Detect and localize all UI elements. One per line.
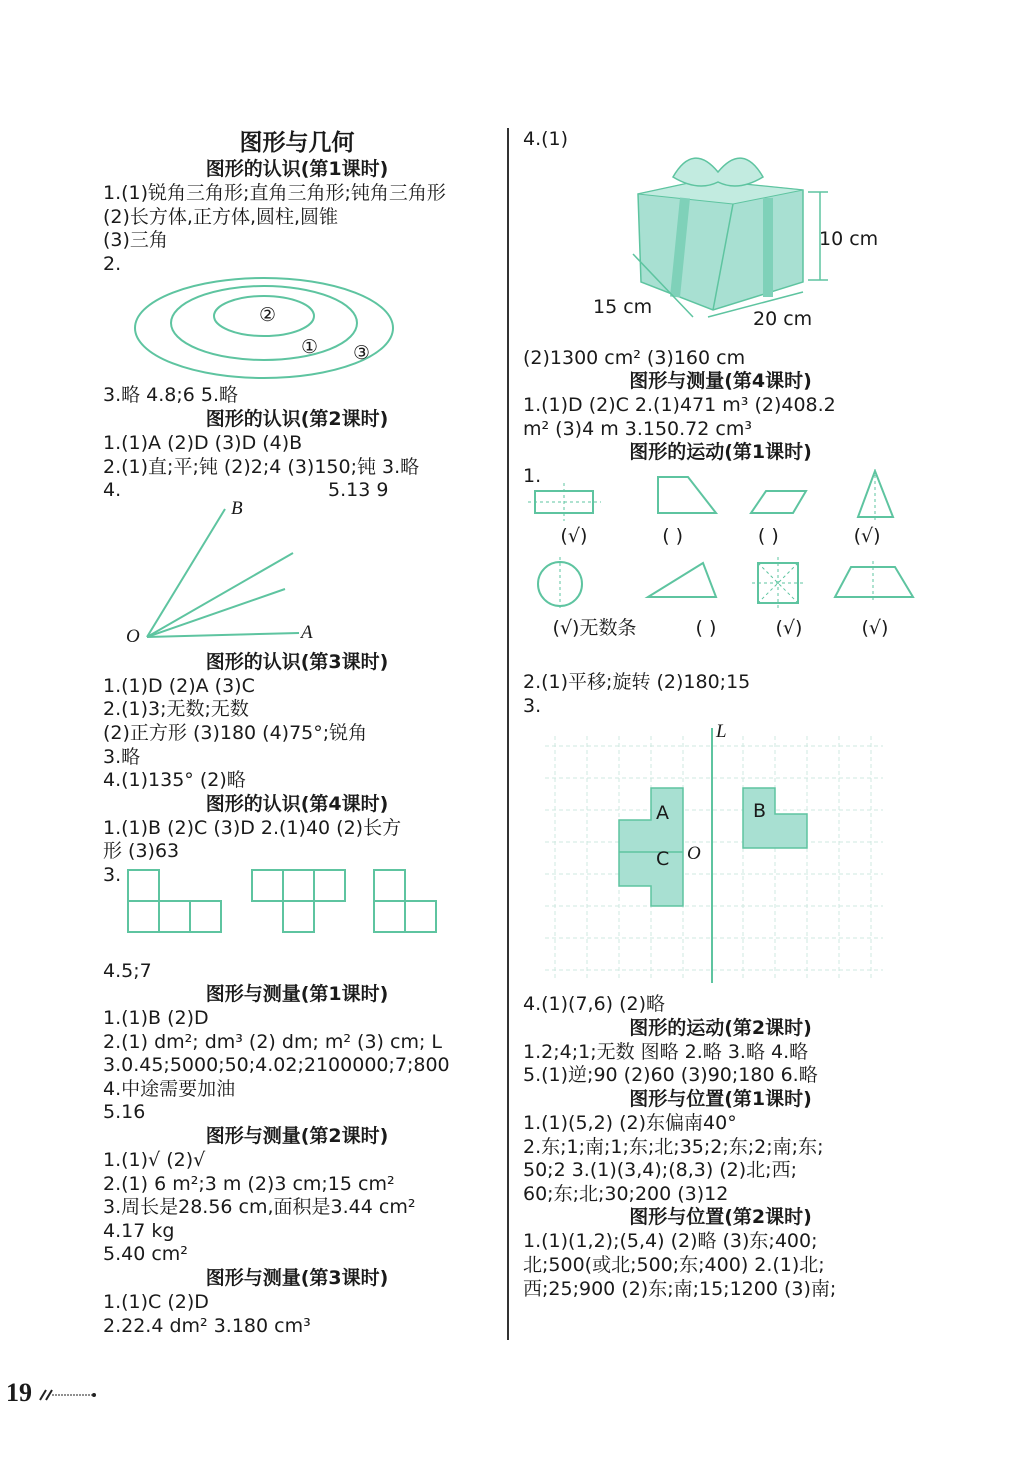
answer-line: 1.(1)D (2)A (3)C xyxy=(103,674,255,697)
section-heading: 图形与位置(第1课时) xyxy=(629,1087,812,1110)
answer-line: 1.(1)B (2)C (3)D 2.(1)40 (2)长方 xyxy=(103,816,402,839)
section-heading: 图形的认识(第1课时) xyxy=(205,158,389,180)
page-decoration-icon xyxy=(38,1388,98,1402)
grid-transformation-figure xyxy=(523,718,918,993)
gift-box-figure xyxy=(523,152,918,347)
point-label-o: O xyxy=(126,625,140,647)
answer-line: 1.(1)D (2)C 2.(1)471 m³ (2)408.2 xyxy=(523,394,836,417)
answer-line: 3.周长是28.56 cm,面积是3.44 cm² xyxy=(103,1196,416,1219)
ellipse-label: ① xyxy=(301,336,319,359)
symmetry-answers-row1 xyxy=(523,525,918,549)
section-heading: 图形的认识(第3课时) xyxy=(205,650,389,673)
shape-label-b: B xyxy=(753,800,767,823)
answer-line: m² (3)4 m 3.150.72 cm³ xyxy=(523,417,752,440)
answer-line: 4.17 kg xyxy=(103,1219,175,1242)
section-heading: 图形与测量(第1课时) xyxy=(205,983,389,1006)
grid-drawing xyxy=(523,718,918,993)
answer-line: 3. xyxy=(103,863,122,886)
section-heading: 图形与测量(第2课时) xyxy=(205,1125,389,1148)
cube-nets-figure xyxy=(103,888,491,960)
shape-label-a: A xyxy=(656,802,669,825)
section-heading: 图形的运动(第2课时) xyxy=(629,1016,812,1039)
nested-ellipses-drawing xyxy=(133,276,433,384)
symmetry-answer: ( ) xyxy=(695,616,717,639)
symmetry-answer: (√)无数条 xyxy=(552,616,637,639)
answer-line: 2.22.4 dm² 3.180 cm³ xyxy=(103,1314,311,1337)
answer-line: 1.(1)C (2)D xyxy=(103,1291,209,1314)
answer-line: 1.(1)(1,2);(5,4) (2)略 (3)东;400; xyxy=(523,1230,818,1253)
answer-line: 1.(1)B (2)D xyxy=(103,1007,209,1030)
answer-line: 1.(1)A (2)D (3)D (4)B xyxy=(103,431,303,454)
answer-line: 西;25;900 (2)东;南;15;1200 (3)南; xyxy=(523,1277,837,1300)
answer-line: 2.(1)平移;旋转 (2)180;15 xyxy=(523,670,751,693)
right-column xyxy=(523,128,918,1301)
symmetry-answer: (√) xyxy=(775,616,803,639)
answer-line: (2)长方体,正方体,圆柱,圆锥 xyxy=(103,205,339,228)
answer-line: 1. xyxy=(523,465,542,488)
ellipse-label: ③ xyxy=(353,342,371,365)
answer-line: 2.(1) dm²; dm³ (2) dm; m² (3) cm; L xyxy=(103,1030,442,1053)
answer-line: 形 (3)63 xyxy=(103,840,180,863)
symmetry-answer: ( ) xyxy=(757,524,779,547)
section-heading: 图形的运动(第1课时) xyxy=(629,441,812,464)
left-column xyxy=(103,128,491,1338)
answer-line: 1.(1)锐角三角形;直角三角形;钝角三角形 xyxy=(103,182,446,204)
answer-text: 5.13 9 xyxy=(328,479,389,502)
answer-line xyxy=(103,479,491,503)
answer-line: 北;500(或北;500;东;400) 2.(1)北; xyxy=(523,1253,825,1276)
answer-line: 4.中途需要加油 xyxy=(103,1077,236,1100)
point-label-o: O xyxy=(687,843,701,865)
answer-line: 5.16 xyxy=(103,1101,146,1124)
answer-line: 2.东;1;南;1;东;北;35;2;东;2;南;东; xyxy=(523,1135,824,1158)
symmetry-answer: (√) xyxy=(560,524,588,547)
column-divider xyxy=(507,128,509,1340)
page-number: 19 xyxy=(6,1378,32,1407)
shape-label-c: C xyxy=(656,848,670,871)
section-heading: 图形与测量(第3课时) xyxy=(205,1267,389,1290)
answer-line: 4.5;7 xyxy=(103,959,152,982)
answer-line: 3.略 xyxy=(103,745,141,768)
answer-line: 2. xyxy=(103,252,122,275)
point-label-a: A xyxy=(301,621,313,643)
answer-line: (3)三角 xyxy=(103,229,168,252)
section-heading: 图形的认识(第2课时) xyxy=(205,407,389,430)
answer-line: 1.(1)(5,2) (2)东偏南40° xyxy=(523,1111,737,1134)
symmetry-figures xyxy=(523,489,918,671)
nested-ellipses-figure xyxy=(103,276,491,384)
symmetry-answer: (√) xyxy=(861,616,889,639)
page-title: 图形与几何 xyxy=(239,130,355,156)
section-heading: 图形的认识(第4课时) xyxy=(205,792,389,815)
answer-line: 4.(1)135° (2)略 xyxy=(103,769,246,792)
answer-line: (2)正方形 (3)180 (4)75°;锐角 xyxy=(103,721,368,744)
answer-line: 3. xyxy=(523,694,542,717)
answer-line: 4.(1)(7,6) (2)略 xyxy=(523,993,666,1016)
answer-line: 3.略 4.8;6 5.略 xyxy=(103,384,239,407)
answer-line: 1.(1)√ (2)√ xyxy=(103,1149,206,1172)
answer-line: (2)1300 cm² (3)160 cm xyxy=(523,346,746,369)
answer-line: 50;2 3.(1)(3,4);(8,3) (2)北;西; xyxy=(523,1159,797,1182)
answer-line: 3.0.45;5000;50;4.02;2100000;7;800 xyxy=(103,1054,450,1077)
angle-figure xyxy=(103,497,491,651)
answer-line: 1.2;4;1;无数 图略 2.略 3.略 4.略 xyxy=(523,1040,809,1063)
point-label-b: B xyxy=(231,497,243,519)
answer-number: 4. xyxy=(103,479,122,502)
box-height-label: 10 cm xyxy=(819,227,879,250)
answer-line: 2.(1) 6 m²;3 m (2)3 cm;15 cm² xyxy=(103,1172,395,1195)
answer-line: 4.(1) xyxy=(523,128,569,150)
box-width-label: 20 cm xyxy=(753,307,813,330)
answer-line: 60;东;北;30;200 (3)12 xyxy=(523,1182,729,1205)
answer-line: 2.(1)直;平;钝 (2)2;4 (3)150;钝 3.略 xyxy=(103,455,420,478)
symmetry-answer: ( ) xyxy=(662,524,684,547)
answer-line: 2.(1)3;无数;无数 xyxy=(103,698,249,721)
symmetry-answer: (√) xyxy=(853,524,881,547)
cube-nets-drawing xyxy=(123,868,503,940)
symmetry-answers-row2 xyxy=(523,617,918,641)
box-depth-label: 15 cm xyxy=(593,295,653,318)
axis-label-l: L xyxy=(716,721,727,743)
answer-line: 5.(1)逆;90 (2)60 (3)90;180 6.略 xyxy=(523,1064,818,1087)
section-heading: 图形与位置(第2课时) xyxy=(629,1206,812,1229)
section-heading: 图形与测量(第4课时) xyxy=(629,370,812,393)
ellipse-label: ② xyxy=(259,304,277,327)
answer-line: 5.40 cm² xyxy=(103,1243,188,1266)
